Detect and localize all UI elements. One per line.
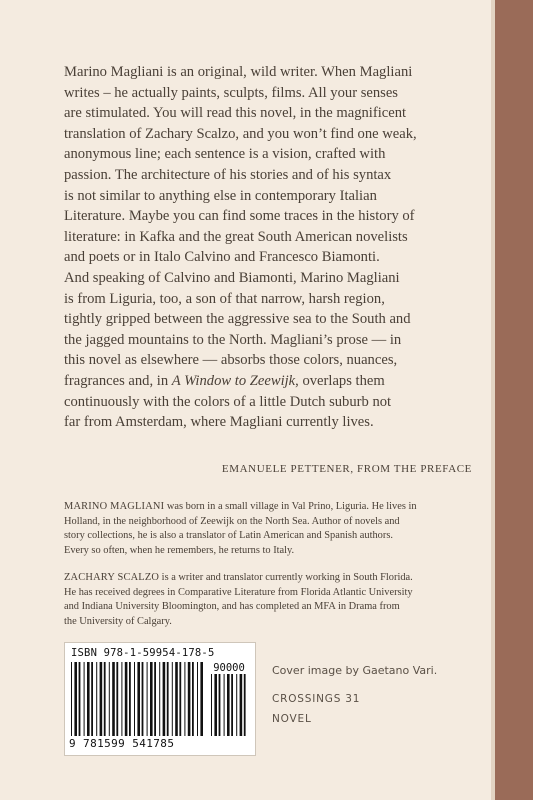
preface-line: translation of Zachary Scalzo, and you won’t find one weak, xyxy=(64,125,417,142)
preface-line: And speaking of Calvino and Biamonti, Marino Magliani xyxy=(64,269,400,286)
barcode-bar xyxy=(74,662,77,736)
barcode-bar xyxy=(96,662,97,736)
bio-line: and Indiana University Bloomington, and has completed an MFA in Drama from xyxy=(64,601,400,613)
barcode-bar xyxy=(163,662,166,736)
barcode-bar xyxy=(154,662,156,736)
preface-line: Marino Magliani is an original, wild writer. When Magliani xyxy=(64,64,413,80)
price-code: 90000 xyxy=(213,662,245,674)
preface-line xyxy=(64,371,472,392)
barcode-bar xyxy=(188,662,191,736)
barcode-bar xyxy=(91,662,93,736)
barcode-bar xyxy=(87,662,90,736)
bio-line xyxy=(64,571,472,586)
bio-line: Every so often, when he remembers, he returns to Italy. xyxy=(64,544,295,556)
barcode-bar xyxy=(104,662,106,736)
barcode-bar xyxy=(244,674,246,736)
preface-text: , overlaps them xyxy=(295,372,385,389)
cover-image-credit: Cover image by Gaetano Vari. xyxy=(272,664,438,677)
barcode-bars xyxy=(71,662,249,736)
barcode-bar xyxy=(71,662,72,736)
barcode-bar xyxy=(116,662,118,736)
preface-excerpt xyxy=(64,62,472,433)
barcode-bar xyxy=(211,674,212,736)
bio-text: was born in a small village in Val Prino, Liguria. He lives in xyxy=(164,501,417,512)
ean-bars xyxy=(71,662,203,736)
bio-line: He has received degrees in Comparative Literature from Florida Atlantic University xyxy=(64,586,413,598)
barcode-bar xyxy=(179,662,181,736)
barcode-bar xyxy=(227,674,230,736)
barcode-bar xyxy=(167,662,169,736)
barcode-bar xyxy=(79,662,81,736)
preface-line: are stimulated. You will read this novel, in the magnificent xyxy=(64,105,407,122)
bio-line: the University of Calgary. xyxy=(64,615,172,627)
bio-text: is a writer and translator currently working in South Florida. xyxy=(159,572,413,583)
preface-line: is not similar to anything else in contemporary Italian xyxy=(64,187,377,204)
book-spine xyxy=(495,0,533,800)
preface-line: Literature. Maybe you can find some traces in the history of xyxy=(64,208,415,225)
barcode-bar xyxy=(175,662,178,736)
preface-line: tightly gripped between the aggressive sea to the South and xyxy=(64,311,411,328)
preface-attribution: EMANUELE PETTENER, FROM THE PREFACE xyxy=(221,463,472,475)
addon-bars xyxy=(211,674,246,736)
barcode-bar xyxy=(112,662,115,736)
barcode-bar xyxy=(184,662,185,736)
translator-bio xyxy=(64,571,472,629)
barcode-bar xyxy=(100,662,103,736)
preface-line: this novel as elsewhere — absorbs those colors, nuances, xyxy=(64,352,398,369)
barcode-bar xyxy=(147,662,148,736)
preface-line: literature: in Kafka and the great South American novelists xyxy=(64,228,408,245)
series-label: CROSSINGS 31 xyxy=(272,693,361,705)
barcode-bar xyxy=(240,674,243,736)
barcode-bar xyxy=(121,662,122,736)
author-name: MARINO MAGLIANI xyxy=(64,501,165,512)
preface-text: fragrances and, in xyxy=(64,372,172,389)
barcode-bar xyxy=(109,662,110,736)
isbn-number: ISBN 978-1-59954-178-5 xyxy=(71,647,215,659)
preface-line: far from Amsterdam, where Magliani currently lives. xyxy=(64,414,374,431)
barcode-bar xyxy=(125,662,128,736)
preface-line: the jagged mountains to the North. Magliani’s prose — in xyxy=(64,331,402,348)
barcode-bar xyxy=(197,662,198,736)
book-title: A Window to Zeewijk xyxy=(171,372,296,389)
barcode-bar xyxy=(236,674,237,736)
barcode-bar xyxy=(137,662,140,736)
preface-line: is from Liguria, too, a son of that narrow, harsh region, xyxy=(64,290,385,307)
barcode-bar xyxy=(219,674,221,736)
barcode-digits: 9 781599 541785 xyxy=(69,737,175,750)
preface-line: writes – he actually paints, sculpts, films. All your senses xyxy=(64,84,398,101)
preface-line: passion. The architecture of his stories and of his syntax xyxy=(64,166,392,183)
preface-line: continuously with the colors of a little Dutch suburb not xyxy=(64,393,392,410)
barcode-bar xyxy=(224,674,225,736)
barcode-bar xyxy=(159,662,160,736)
preface-line: and poets or in Italo Calvino and Francesco Biamonti. xyxy=(64,249,380,266)
barcode-bar xyxy=(192,662,194,736)
barcode-bar xyxy=(231,674,233,736)
bio-line xyxy=(64,500,472,515)
barcode-bar xyxy=(142,662,144,736)
barcode-bar xyxy=(150,662,153,736)
barcode-bar xyxy=(172,662,173,736)
bio-line: Holland, in the neighborhood of Zeewijk on the North Sea. Author of novels and xyxy=(64,515,400,527)
barcode-bar xyxy=(214,674,217,736)
translator-name: ZACHARY SCALZO xyxy=(64,572,160,583)
barcode-bar xyxy=(129,662,131,736)
preface-line: anonymous line; each sentence is a vision, crafted with xyxy=(64,146,386,163)
genre-label: NOVEL xyxy=(272,713,312,725)
barcode-bar xyxy=(84,662,85,736)
barcode-bar xyxy=(200,662,203,736)
bio-line: story collections, he is also a translator of Latin American and Spanish authors. xyxy=(64,530,393,542)
author-bio xyxy=(64,500,472,558)
isbn-barcode xyxy=(64,642,256,756)
barcode-bar xyxy=(134,662,135,736)
